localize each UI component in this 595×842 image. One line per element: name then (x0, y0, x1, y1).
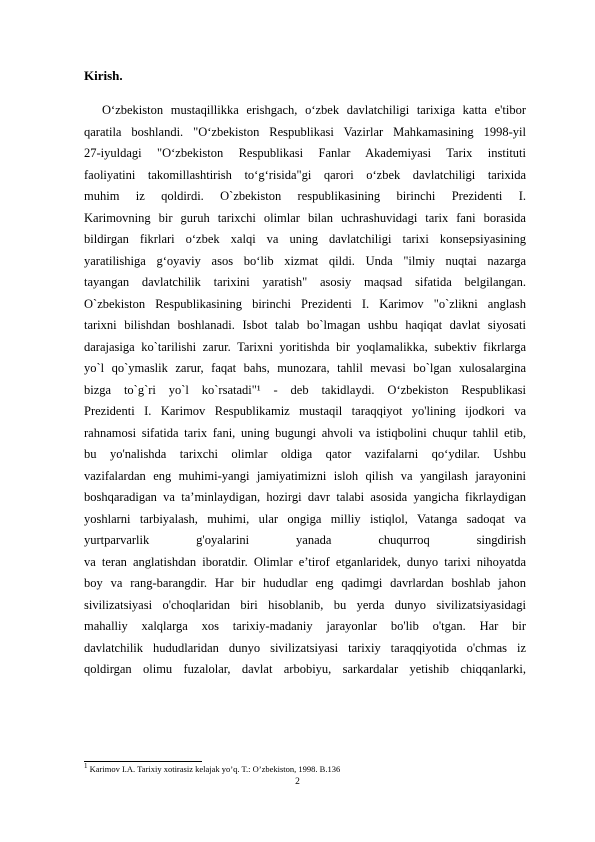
page-number: 2 (295, 777, 300, 787)
text-line: O‘zbekiston mustaqillikka erishgach, o‘zbek davlatchiligi tarixiga katta e'tibor (102, 103, 526, 117)
text-line: yaratilishiga g‘oyaviy asos bo‘lib xizmat qildi. Unda "ilmiy nuqtai nazarga (84, 253, 526, 268)
text-line: bildirgan fikrlari o‘zbek xalqi va uning davlatchiligi tarixi konsepsiyasining (84, 232, 526, 246)
text-line: yoshlarni tarbiyalash, muhimi, ular ongiga milliy istiqlol, Vatanga sadoqat va (84, 511, 526, 526)
text-line: muhim iz qoldirdi. O`zbekiston respublikasining birinchi Prezidenti I. (84, 189, 526, 203)
text-line: bu yo'nalishda tarixchi olimlar oldiga qator vazifalarni qo‘ydilar. Ushbu (84, 447, 526, 461)
text-line: bizga to`g`ri yo`l ko`rsatadi"¹ - deb takidlaydi. O‘zbekiston Respublikasi (84, 382, 526, 397)
text-line: vazifalardan eng muhimi-yangi jamiyatimizni isloh qilish va yangilash jarayonini (84, 468, 526, 483)
text-line: davlatchilik hududlaridan dunyo sivilizatsiyasi tarixiy taraqqiyotida o'chmas iz (84, 640, 526, 655)
text-line: boy va rang-barangdir. Har bir hududlar eng qadimgi davrlardan boshlab jahon (84, 576, 526, 590)
text-line: Karimovning bir guruh tarixchi olimlar bilan uchrashuvidagi tarix fani borasida (84, 210, 526, 225)
footnote-text: Karimov I.A. Tarixiy xotirasiz kelajak yo’q. T.: O’zbekiston, 1998. B.136 (89, 764, 341, 774)
text-line: faoliyatini takomillashtirish to‘g‘risida"gi qarori o‘zbek davlatchiligi tarixida (84, 167, 526, 182)
footnote (84, 764, 340, 774)
text-line: sivilizatsiyasi o'choqlaridan biri hisoblanib, bu yerda dunyo sivilizatsiyasidagi (84, 597, 526, 612)
footnote-divider (84, 761, 202, 762)
text-line: rahnamosi sifatida tarix fani, uning bugungi ahvoli va istiqbolini chuqur tahlil etib, (84, 425, 526, 440)
text-line: tayangan davlatchilik tarixini yaratish" asosiy maqsad sifatida belgilangan. (84, 275, 526, 289)
text-line: Prezidenti I. Karimov Respublikamiz mustaqil taraqqiyot yo'lining ijodkori va (84, 404, 526, 418)
text-line: va teran anglatishdan iboratdir. Olimlar e’tirof etganlaridek, dunyo tarixi nihoyatda (84, 554, 526, 569)
text-line: yo`l qo`ymaslik zarur, faqat bahs, munozara, tahlil mevasi bo`lgan xulosalargina (84, 361, 526, 375)
text-line: 27-iyuldagi "O‘zbekiston Respublikasi Fanlar Akademiyasi Tarix instituti (84, 146, 526, 160)
text-line: yurtparvarlik g'oyalarini yanada chuqurroq singdirish (84, 533, 526, 547)
body-paragraph (84, 100, 526, 681)
text-line: mahalliy xalqlarga xos tarixiy-madaniy jarayonlar bo'lib o'tgan. Har bir (84, 619, 526, 633)
text-line: qoldirgan olimu fuzalolar, davlat arbobiyu, sarkardalar yetishib chiqqanlarki, (84, 662, 526, 676)
text-line: qaratila boshlandi. "O‘zbekiston Respublikasi Vazirlar Mahkamasining 1998-yil (84, 124, 526, 139)
footnote-marker: 1 (84, 762, 88, 771)
text-line: darajasiga ko`tarilishi zarur. Tarixni yoritishda bir yoqlamalikka, subektiv fikrlarga (84, 339, 526, 354)
section-heading: Kirish. (84, 68, 123, 83)
text-line: O`zbekiston Respublikasining birinchi Prezidenti I. Karimov "o`zlikni anglash (84, 296, 526, 311)
text-line: tarixni bilishdan boshlanadi. Isbot talab bo`lmagan ushbu haqiqat davlat siyosati (84, 318, 526, 332)
text-line: boshqaradigan va ta’minlaydigan, hozirgi davr talabi asosida yangicha fikrlaydigan (84, 490, 526, 504)
